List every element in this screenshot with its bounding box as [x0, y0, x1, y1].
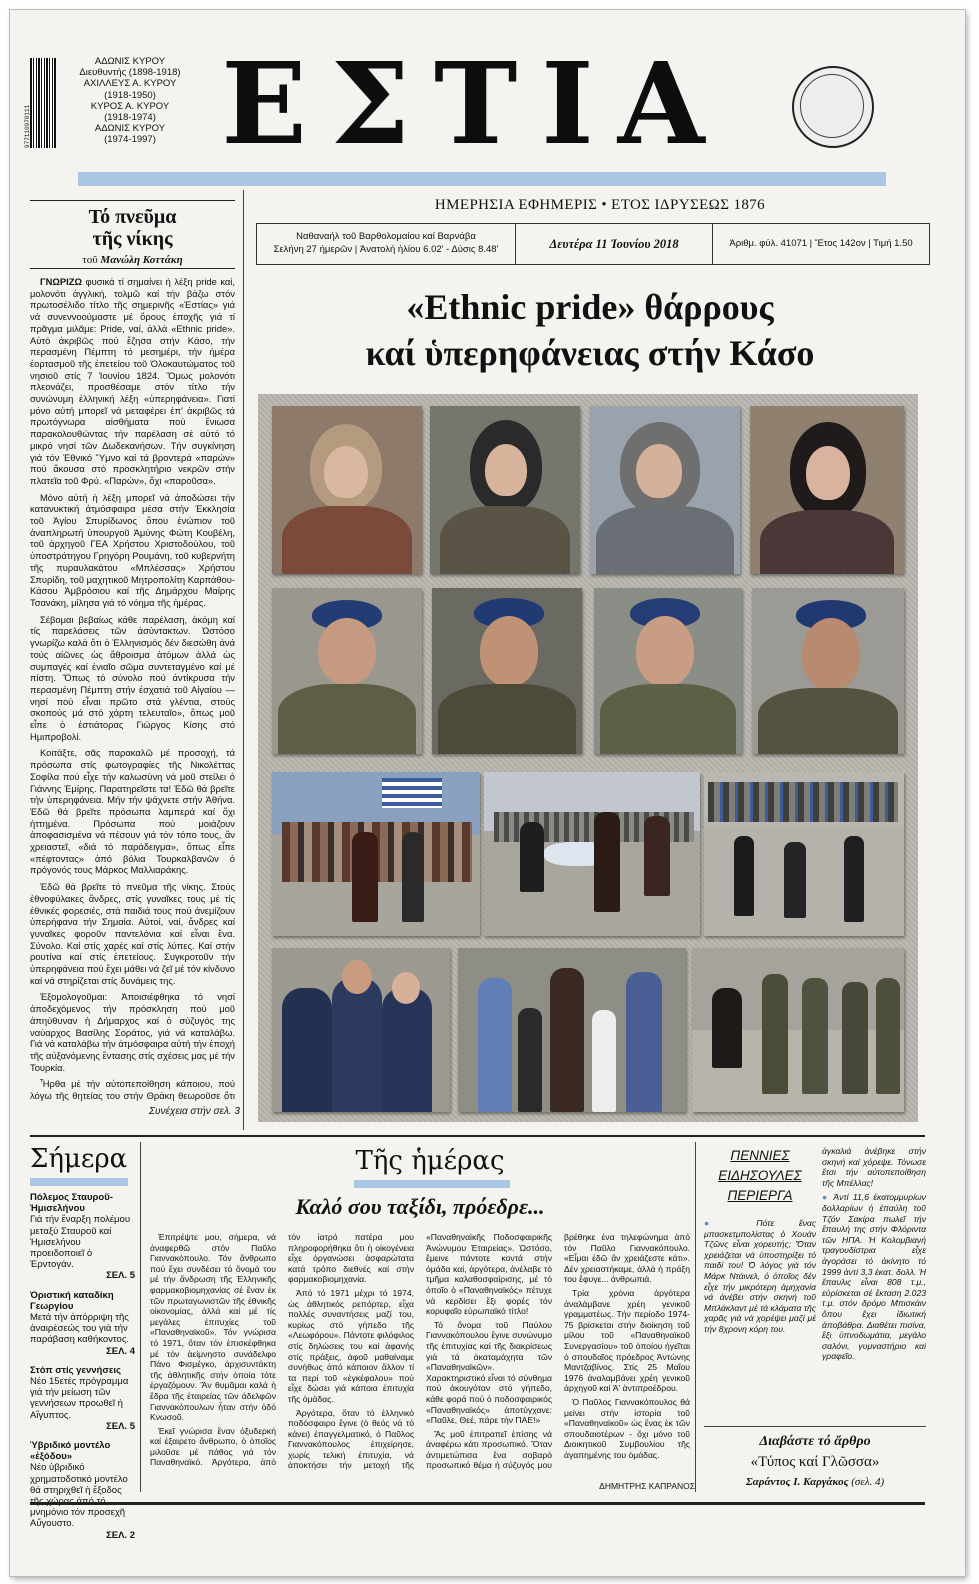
of-the-day-body: [150, 1232, 690, 1484]
director-line: Διευθυντής (1898-1918): [79, 67, 181, 79]
photo-portrait: [590, 406, 740, 574]
photo-collage: [258, 394, 918, 1122]
photo-soldier: [432, 588, 582, 754]
column-divider: [695, 1142, 696, 1492]
today-item[interactable]: [30, 1440, 135, 1541]
pennies-title-line: ΕΙΔΗΣΟΥΛΕΣ: [718, 1168, 802, 1183]
photo-portrait: [272, 406, 422, 574]
today-title: Σήμερα: [30, 1144, 128, 1174]
photo-parade: [704, 772, 904, 936]
column-body: [30, 276, 235, 1102]
headline-line: καί ὑπερηφάνειας στήν Κάσο: [365, 333, 815, 373]
paragraph: Μόνο αὐτή ἡ λέξη μπορεῖ νά ἀποδώσει τήν κατανυκτική ἀτμόσφαιρα μέσα στήν Ἐκκλησία τοῦ Ἁγίου Σπυρίδωνος ὅπου ἐνώπιον τοῦ ἀναπληρωτή ὑπουργοῦ Ἀμύνης Φώτη Κουβέλη, τοῦ ἀρχηγοῦ ΓΕΑ Χρήστου Χριστοδούλου, τοῦ ὑποστράτηγου Γρηγόρη Ρουμάνη, τοῦ κυβερνήτη τῆς πυραυλακάτου «Μπλέσσας» Χρήστου Σπυρίδη, τοῦ μαχητικοῦ Μητροπολίτη Καρπάθου-Κάσου Ἀμβρόσιου καί τῆς Δημάρχου Μαίρης Τσανάκη, μίλησα γιά τό νόημα τῆς ἡμέρας.: [30, 491, 235, 608]
read-article-title[interactable]: «Τύπος καί Γλῶσσα»: [750, 1454, 880, 1470]
masthead-subtitle: ΗΜΕΡΗΣΙΑ ΕΦΗΜΕΡΙΣ • ΕΤΟΣ ΙΔΡΥΣΕΩΣ 1876: [434, 197, 766, 213]
newspaper-page: [10, 10, 965, 1576]
photo-portrait: [750, 406, 904, 574]
masthead-bar: [78, 172, 886, 186]
column-divider: [243, 190, 244, 1130]
paragraph: Ἐξομολογοῦμαι: Ἀποισιέφθηκα τό νησί ἀποδεχόμενος τήν πρόσκληση πού μοῦ ἀπηύθυναν ἡ Δήμαρχος καί ὁ σύζυγός της ναύαρχος Βασίλης Σοράτος, γιά νά καταλάβω. Γιά νά καταλάβω τήν ἀτμόσφαιρα αὐτή τήν ἐποχή τῆς αὐξανόμενης ἔντασης στίς σχέσεις μας μέ τήν Τουρκία.: [30, 991, 235, 1073]
today-item-text: Γιά τήν ἔναρξη πολέμου μεταξύ Σταυροῦ καί Ἡμισελήνου προειδοποιεῖ ὁ Ἐρντογάν.: [30, 1214, 131, 1271]
photo-parade: [484, 772, 700, 936]
column-title-line: τῆς νίκης: [92, 228, 173, 250]
paragraph: Ἀργότερα, ὅταν τό ἑλληνικό ποδόσφαιρο ἔγινε (ὁ θεός νά τό κάνει) ἐπαγγελματικό, ὁ Παῦλος Γιαννακόπουλος ἐπιχείρησε, χωρίς τελική ἐπιτυχία, νά ἀποκτήσει τήν μετοχή τῆς «Παναθηναϊκῆς Ποδοσφαιρικῆς Ἀνώνυμου Ἑταιρείας». Ὡστόσο, ἔμεινε πάντοτε κοντά στήν ὁμάδα καί, ἀργότερα, ἀνέλαβε τό τμῆμα καλαθοσφαίρισης, μέ τό ὁποῖο ὁ «Παναθηναϊκός» πέτυχε νά κερδίσει ἔξι φορές τόν κορυφαῖο εὐρωπαϊκό τίτλο!: [288, 1232, 552, 1471]
paragraph: [704, 1218, 816, 1335]
photo-soldiers-march: [692, 948, 904, 1112]
pennies-body-2: [822, 1146, 926, 1418]
director-line: (1974-1997): [104, 134, 156, 146]
paragraph: Ἐκεῖ γνώρισα ἕναν ὀξυδερκή καί ἐξαιρετο ἄνθρωπο, ὁ ὁποῖος μιλοῦσε μέ πάθος γιά τόν Παναθηναϊκό. Ἀργότερα, ἀπό τόν ἰατρό πατέρα μου πληροφορήθηκα ὅτι ἡ οἰκογένεια εἶχε ὀργανώσει ἀσφαρώτατα κατά τρόπο διεθνές καί στήν φαρμακοβιομηχανία.: [150, 1232, 414, 1468]
paragraph-text: Πότε ἕνας μπασκετμπολίστας ὁ Χουάν Τζῶνς εἶναι χορευτής; Ὅταν χρειάζεται νά ὑποστηρίξει τό παιδί του! Ὁ λόγος γιά τόν Μάρκ Ντάινελ, ὁ ὁποῖος δέν εἶχε τήν μικρότερη ἀμηχανία νά ἀνέβει στήν σκηνή τοῦ Μπλάκλαντ μέ τά κλάματα τῆς χαρᾶς γιά νά χορέψει μαζί μέ τήν 8χρονη κόρη του.: [704, 1218, 816, 1334]
article-signature: ΔΗΜΗΤΡΗΣ ΚΑΠΡΑΝΟΣ: [599, 1481, 695, 1491]
photo-officials: [272, 948, 450, 1112]
divider: [30, 268, 235, 269]
main-headline: [260, 284, 920, 376]
saints-text: Ναθαναήλ τοῦ Βαρθολομαίου καί Βαρνάβα: [296, 231, 476, 242]
issue-number: Ἀριθμ. φύλ. 41071 | Ἔτος 142ον | Τιμή 1.50: [729, 238, 913, 249]
of-the-day-headline: Καλό σου ταξίδι, πρόεδρε...: [295, 1194, 545, 1219]
paragraph: Ὁ Παῦλος Γιαννακόπουλος θά μείνει στήν ἱστορία τοῦ «Παναθηναϊκοῦ» ὡς ἕνας ἐκ τῶν σπουδαιοτέρων - ὄχι μόνο τοῦ Διοικητικοῦ Συμβουλίου τῆς ἀγαπημένης του ὁμάδας.: [564, 1396, 690, 1460]
column-author: [30, 254, 235, 266]
bullet-icon: ●: [704, 1218, 732, 1228]
paragraph: Ἀπό τό 1971 μέχρι τό 1974, ὡς ἀθλητικός ρεπόρτερ, εἶχα πολλές συναντήσεις μαζί του, κυρίως στό γήπεδο τῆς «Λεωφόρου». Πάντοτε φιλόφιλος στίς δηλώσεις του καί ἀφανής στίς πράξεις, ἀφοῦ μαθαίναμε συνήθως ἀπό κάποιον ἄλλον τί τα περί τοῦ «ἐγκέφαλου» πού εἶχε δώσει γιά κάποια ἐπιτυχία τῆς ὁμάδας.: [288, 1287, 414, 1404]
photo-family: [458, 948, 686, 1112]
cap-word: ΓΝΩΡΙΖΩ: [40, 276, 83, 287]
seal-inner-ring: [800, 74, 864, 138]
info-saints: [257, 224, 516, 264]
director-line: ΚΥΡΟΣ Α. ΚΥΡΟΥ: [90, 100, 170, 112]
today-item-title: Στόπ στίς γεννήσεις: [30, 1364, 121, 1376]
pennies-title-line: ΠΕΡΙΕΡΓΑ: [727, 1188, 793, 1203]
today-list: [30, 1192, 135, 1549]
today-item-text: Νέο ὑβριδικό χρηματοδοτικό μοντέλο θά στηριχθεῖ ἡ ἔξοδος μνημόνιο τόν προσεχῆ Αὔγουστο.: [30, 1462, 128, 1530]
author-name: Μανώλη Κοττάκη: [100, 254, 183, 266]
author-prefix: τοῦ: [82, 254, 98, 266]
today-item[interactable]: [30, 1192, 135, 1282]
paragraph: [30, 276, 235, 487]
paragraph: Κοιτάξτε, σᾶς παρακαλῶ μέ προσοχή, τά πρόσωπα στίς φωτογραφίες τῆς Νικολέττας Σοφίλα πού εἶχε τήν καλωσύνη νά μοῦ στείλει ὁ Γιάννης Ἐμίρης. Παρατηρεῖστε τα! Ἐδῶ θά βρεῖτε τήν ὑπερηφάνεια. Μήν τήν ψάχνετε στήν Ἀθήνα. Ἐδῶ θά βρεῖτε πρόσωπα λαμπερά καί ὄχι ἡττημένα. Πρόσωπα πού μοιάζουν ἀποφασισμένα νά πέσουν γιά τόν τόπο τους, ἄν χρειαστεῖ, «διά τό παράδειγμα», ὅπως εἶπε «πέφτοντας» ἀπό βόλια Τουρκαλβανῶν ὁ πρόγονός τους Μάρκος Μαλλιαράκης.: [30, 747, 235, 876]
today-item[interactable]: [30, 1290, 135, 1357]
read-article-label: Διαβάστε τό ἄρθρο: [759, 1434, 871, 1449]
today-bar: [30, 1178, 128, 1186]
today-item-page: ΣΕΛ. 5: [106, 1420, 135, 1432]
today-item[interactable]: [30, 1365, 135, 1432]
today-item-title: Ὀριστική καταδίκη Γεωργίου: [30, 1289, 114, 1312]
today-item-text: Μετά τήν ἀπόρριψη τῆς ἀναιρέσεώς του γιά τήν παράβαση καθήκοντος.: [30, 1312, 130, 1346]
director-line: (1918-1974): [104, 112, 156, 124]
today-item-page: ΣΕΛ. 2: [106, 1529, 135, 1541]
director-line: ΑΔΩΝΙΣ ΚΥΡΟΥ: [94, 123, 166, 135]
director-line: ΑΔΩΝΙΣ ΚΥΡΟΥ: [94, 56, 166, 67]
pennies-title: [704, 1146, 816, 1206]
astro-text: Σελήνη 27 ἡμερῶν | Ἀνατολή ἡλίου 6.02' - Δύσις 8.48': [273, 244, 499, 255]
director-line: ΑΧΙΛΛΕΥΣ Α. ΚΥΡΟΥ: [83, 78, 177, 90]
bullet-icon: ●: [822, 1192, 830, 1203]
paragraph-text: φυσικά τί σημαίνει ἡ λέξη pride καί, μολονότι ἀγγλική, τολμῶ καί τήν βάζω στόν πρωτοσέλιδο τίτλο τῆς σημερινῆς «Ἑστίας» γιά νά συνεννοούμαστε μέ ὅρους ἐποχῆς γιά τί πρᾶγμα μιλᾶμε: Pride, ναί, ἀλλά «Ethnic pride». Αὐτό ἀκριβῶς πού ἔζησα στήν Κάσο, τήν περασμένη Πέμπτη τό μεσημέρι, τήν ἡμέρα ἑορτασμοῦ τῆς ἐπετείου τοῦ Ὁλοκαυτώματος τοῦ νησιοῦ στίς 7 Ἰουνίου 1824. Ὅμως μολονότι πλεονάζει, προσθέσαμε στόν τίτλο τήν συνώνυμη ἑλληνική λέξη «ὑπερηφάνεια». Γιατί μόνο αὐτή μπορεῖ νά μεταφέρει ἐπ' ἀκριβῶς τά πρωτόγνωρα αἰσθήματα πού ἔνιωσα παρακολουθώντας τήν παρέλαση σέ αὐτό τό μικρό νησί τῶν Δωδεκανήσων. Τήν συγκίνηση γιά τόν Ἐθνικό Ὕμνο καί τά βροντερά «παρών» πού ἄκουσα στό προσκλητήριο νεκρῶν στήν πλατεῖα τοῦ Φρύ. «Παρών», ὄχι «παροῦσα».: [30, 276, 235, 486]
divider: [30, 200, 235, 201]
photo-portrait: [430, 406, 580, 574]
paragraph: Τρία χρόνια ἀργότερα ἀναλάμβανε χρέη γενικοῦ γραμματέως. Τήν περίοδο 1974-75 βρίσκεται στήν διοίκηση τοῦ μίλου τοῦ «Παναθηναϊκοῦ Συνεργασίου» τοῦ ὁποίου ἡγεῖται ὁ σπουδαῖος πρόεδρος Ἀντώνης Μαντζαβίνος. Στίς 25 Μαΐου 1976 ἀναλαμβάνει χρέη γενικοῦ ἀρχηγοῦ καί Ἀ' ἀντιπροέδρου.: [564, 1287, 690, 1394]
footer-rule: [30, 1502, 925, 1505]
column-title: [30, 206, 235, 250]
barcode-number: 977110970111: [24, 104, 31, 148]
paragraph: Σέβομαι βεβαίως κάθε παρέλαση, ἀκόμη καί τίς παρελάσεις τῶν ἀσύντακτων. Ὡστόσο γνωρίζω καλά ὅτι ὁ Ἑλληνισμός δέν διεσώθη ἀνά τούς αἰῶνες ὡς ἄθροισμα ἀτόμων ἀλλά ὡς συμπαγές καί ἑνιαῖο σῶμα συντεταγμένο καί μέ πίστη. Ὅπως τό σύνολο πού ἀντίκρυσα τήν περασμένη Πέμπτη στήν ἐσχατιά τοῦ Αἰγαίου —νησί πού εἶναι πρῶτο στά γλέντια, στούς σκοπούς μά στό χάρτη τελευταῖο», ὅπως μοῦ εἶπε ὁ ἐστιάτορας Γιώργος Κίσης στό Ημιπροβολί.: [30, 613, 235, 742]
of-the-day-bar: [354, 1180, 510, 1188]
paragraph: Ἐπιτρέψτε μου, σήμερα, νά ἀναφερθῶ στόν Παῦλο Γιαννακόπουλο. Τόν ἄνθρωπο πού ἔχει συνδέσει τό ὄνομά του μέ τήν ἄνδρωση τῆς Ἑλληνικῆς φαρμακοβιομηχανίας σέ ἕναν ἐκ τῶν πρωταγωνιστῶν τῆς ἐθνικῆς οἰκονομίας, ἀλλά καί μέ τίς μεγάλες ἐπιτυχίες τοῦ «Παναθηναϊκοῦ». Τόν γνώρισα τό 1971, ὅταν τόν ἐπισκέφθηκα μέ τόν ἀείμνηστο συνάδελφο Πάνο Φισμέγκο, ἀρχισυντάκτη τῆς ἀθλητικῆς στήν ὁποία τότε ἐργαζόμουν. Ἄν θυμᾶμαι καλά ἡ ἕδρα τῆς ἑταιρείας τῶν ἀδελφῶν Γιαννακόπουλων ἦταν στήν ὁδό Κνωσοῦ.: [150, 1232, 276, 1423]
photo-soldier: [272, 588, 422, 754]
paragraph: Ἦρθα μέ τήν αὐτοπεποίθηση κάποιου, πού λόγω τῆς θητείας του στήν Θράκη θεωροῦσε ὅτι: [30, 1078, 235, 1102]
issue-date: Δευτέρα 11 Ἰουνίου 2018: [516, 224, 713, 264]
photo-soldier: [594, 588, 742, 754]
author-name: Σαράντος Ι. Καργάκος: [745, 1476, 849, 1488]
info-box: [256, 223, 930, 265]
paragraph: Ἄς μοῦ ἐπιτραπεῖ ἐπίσης νά ἀναφέρω κάτι προσωπικό. Ὅταν ἀντιμετώπισα ἕνα σοβαρό προσωπικό θέμα ἡ σύζυγός μου βρέθηκε ἐνα τηλεφώνημα ἀπό τόν Παῦλο Γιαννακόπουλο. «Εἶμαι ἐδῶ ἄν χρειάζεστε κάτι». Δέν χρειαστήκαμε, ἀλλά ἡ πράξη του ἔφυγε... ἀνθρωπιά.: [426, 1232, 690, 1471]
column-title-line: Τό πνεῦμα: [88, 206, 177, 228]
paragraph: ἀγκαλιά ἀνέβηκε στήν σκηνή καί χόρεψε. Τόνωσε ἔτσι τήν αὐτοπεποίθηση τῆς Μπέλλας!: [822, 1146, 926, 1188]
column-divider: [140, 1142, 141, 1492]
read-article-author: [704, 1476, 926, 1488]
section-divider: [30, 1135, 925, 1137]
directors-list: [70, 56, 190, 146]
today-item-page: ΣΕΛ. 4: [106, 1345, 135, 1357]
pennies-title-line: ΠΕΝΝΙΕΣ: [730, 1148, 790, 1163]
paragraph: [822, 1192, 926, 1362]
seal-logo: [792, 66, 874, 148]
today-item-title: Πόλεμος Σταυροῦ-Ἡμισελήνου: [30, 1192, 113, 1215]
today-item-text: Νέο 15ετές πρόγραμμα γιά τήν μείωση τῶν γεννήσεων προωθεῖ ἡ Αἴγυπτος.: [30, 1376, 129, 1421]
director-line: (1918-1950): [104, 89, 156, 101]
of-the-day-title: Τῆς ἡμέρας: [355, 1146, 505, 1176]
divider: [704, 1426, 926, 1427]
photo-soldier: [752, 588, 904, 754]
photo-parade: [272, 772, 480, 936]
masthead-logo: ΕΣΤΙΑ: [221, 39, 729, 170]
today-item-page: ΣΕΛ. 5: [106, 1270, 135, 1282]
continued-link[interactable]: Συνέχεια στήν σελ. 3: [148, 1106, 240, 1117]
paragraph: Τό ὄνομα τοῦ Παύλου Γιαννακόπουλου ἔγινε συνώνυμο τῆς ἐπιτυχίας καί τῆς διακρίσεως γιά τά ἀκαταμάχητα τῶν «Παναθηναϊκῶν». Χαρακτηριστικό εἶναι τό σύνθημα πού ἀκουγόταν στό γήπεδο, κάθε φορά πού ὁ ποδοσφαιρικός «Παναθηναϊκός» ἀποτύγχανε: «Παῦλε, Θεέ, πάρε τήν ΠΑΕ!»: [426, 1319, 552, 1426]
headline-line: «Ethnic pride» θάρρους: [406, 287, 774, 327]
today-item-title: Ὑβριδικό μοντέλο «ἐξόδου»: [30, 1440, 111, 1463]
paragraph: Ἐδῶ θά βρεῖτε τό πνεῦμα τῆς νίκης. Στούς ἐθνοφύλακες ἄνδρες, στίς γυναῖκες τους μέ τίς ἐθνικές φορεσιές, στά παιδιά τους πού ἀνεμίζουν ὑπερήφανα τήν Σημαία. Αὐτοί, ναί, ἄνδρες καί γυναῖκες φοροῦν παντελόνια καί εἶναι ἕνα. Σύνολο. Καί στίς χαρές καί στίς λύπες. Καί στήν ρουτίνα καί στίς ἐπετείους. Συγκροτοῦν τήν ὑπερηφάνεια πού ἔχει μάθει νά ζεῖ μέ τόν κίνδυνο καί νά στηρίζεται στίς δυνάμεις της.: [30, 881, 235, 986]
page-ref: (σελ. 4): [851, 1476, 885, 1488]
pennies-body: [704, 1218, 816, 1418]
paragraph-text: Ἀντί 11,6 ἑκατομμυρίων δολλαρίων ἡ ἐπαύλη τοῦ Τζόν Σακίρα πωλεῖ τήν ἔπαυλή της στήν Φλόριντα τῶν ΗΠΑ. Ἡ Κολομβιανή τραγουδίστρια εἶχε ἀγοράσει τό ἀκίνητο τό 1999 ἀντί 3,3 ἑκατ. δολλ. Ἡ ἔπαυλις εἶναι 808 τ.μ., εὑρίσκεται σέ ἔκταση 2.023 τ.μ. στόν δρόμο Μπισκάιν ὅπου ἔχει ἰδιωτική ἀποβάθρα. Διαθέτει πισίνα, ἕξι ὑπνοδωμάτια, μεγάλο σαλόνι, γυμναστήριο καί γραφεῖο.: [822, 1192, 926, 1362]
